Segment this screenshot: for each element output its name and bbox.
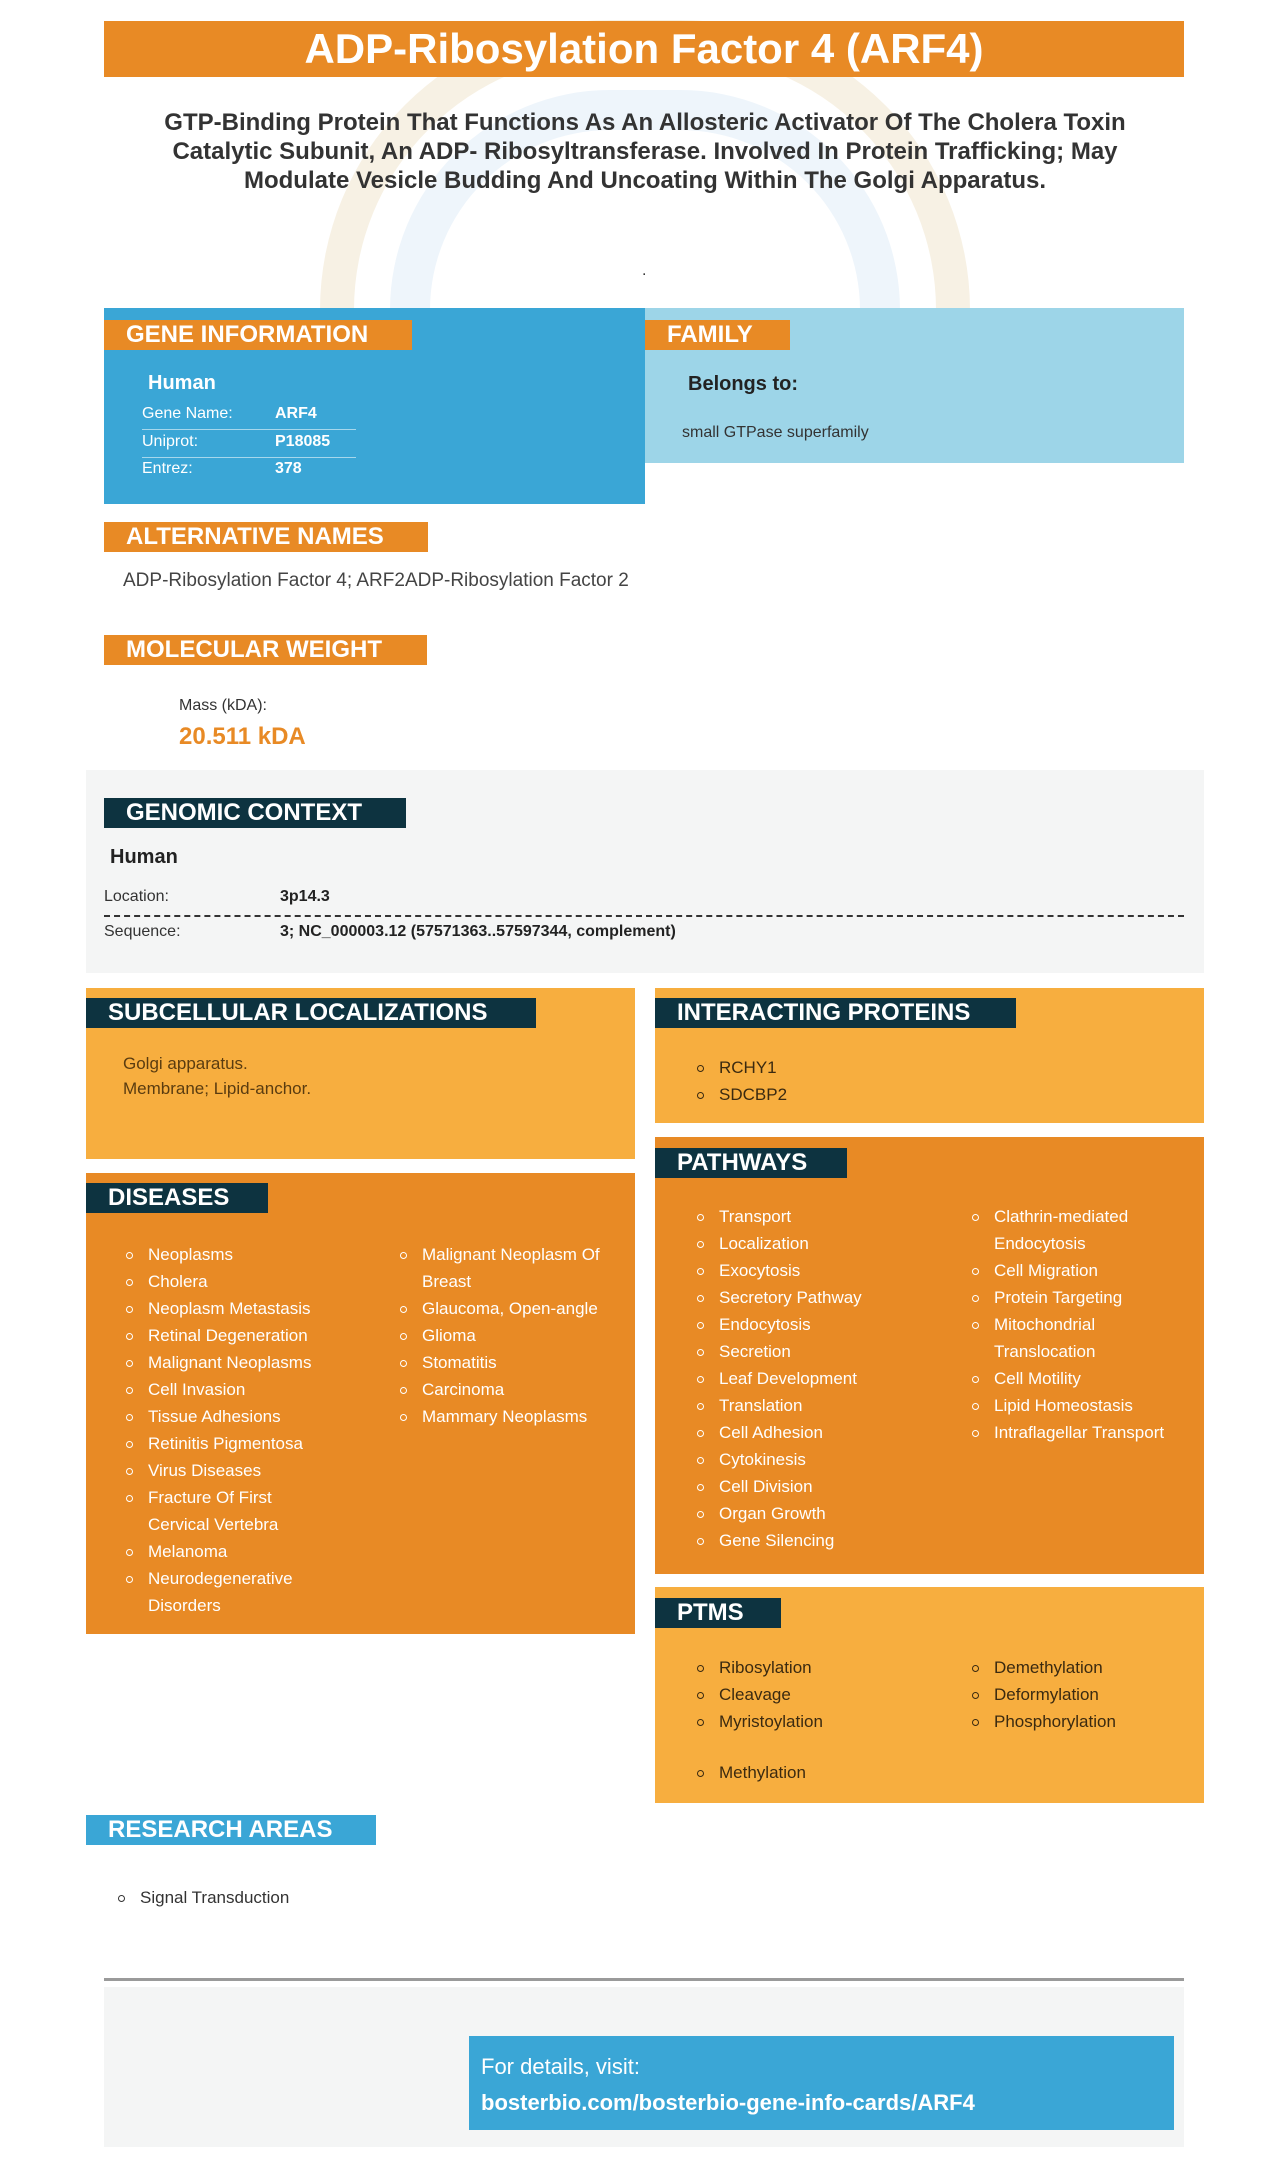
list-item: Ribosylation xyxy=(695,1654,935,1681)
interacting-proteins-heading: INTERACTING PROTEINS xyxy=(655,998,1016,1028)
family-heading: FAMILY xyxy=(645,320,790,350)
list-item: Retinal Degeneration xyxy=(124,1322,344,1349)
page-title: ADP-Ribosylation Factor 4 (ARF4) xyxy=(104,21,1184,77)
gene-row-key: Uniprot: xyxy=(142,433,199,450)
sequence-label: Sequence: xyxy=(104,923,181,940)
family-belongs-label: Belongs to: xyxy=(688,373,798,395)
list-item: Glaucoma, Open-angle xyxy=(398,1295,623,1322)
list-item: SDCBP2 xyxy=(695,1081,787,1108)
gene-information-heading: GENE INFORMATION xyxy=(104,320,412,350)
list-item: Mitochondrial Translocation xyxy=(970,1311,1144,1365)
list-item: Gene Silencing xyxy=(695,1527,935,1554)
list-item: Intraflagellar Transport xyxy=(970,1419,1195,1446)
list-item: Cell Motility xyxy=(970,1365,1195,1392)
subcellular-line: Membrane; Lipid-anchor. xyxy=(123,1079,312,1098)
list-item: Leaf Development xyxy=(695,1365,935,1392)
alternative-names-text: ADP-Ribosylation Factor 4; ARF2ADP-Ribosylation Factor 2 xyxy=(123,570,629,591)
diseases-list-col1 xyxy=(124,1241,344,1619)
diseases-heading: DISEASES xyxy=(86,1183,268,1213)
pathways-panel xyxy=(655,1137,1204,1574)
genomic-context-heading: GENOMIC CONTEXT xyxy=(104,798,406,828)
ptms-list-extra xyxy=(695,1759,935,1786)
list-item: Malignant Neoplasm Of Breast xyxy=(398,1241,627,1295)
mass-value: 20.511 kDA xyxy=(179,723,306,750)
list-item: Myristoylation xyxy=(695,1708,935,1735)
list-item: Secretory Pathway xyxy=(695,1284,935,1311)
list-item: Glioma xyxy=(398,1322,623,1349)
pathways-list-col1 xyxy=(695,1203,935,1554)
list-item: Carcinoma xyxy=(398,1376,623,1403)
gene-species: Human xyxy=(148,372,216,394)
sequence-value: 3; NC_000003.12 (57571363..57597344, complement) xyxy=(280,923,676,940)
list-item: Clathrin-mediated Endocytosis xyxy=(970,1203,1179,1257)
list-item: Neoplasm Metastasis xyxy=(124,1295,344,1322)
list-item: Deformylation xyxy=(970,1681,1195,1708)
list-item: Retinitis Pigmentosa xyxy=(124,1430,344,1457)
list-item: Lipid Homeostasis xyxy=(970,1392,1195,1419)
interacting-proteins-panel xyxy=(655,988,1204,1123)
location-label: Location: xyxy=(104,888,169,905)
gene-row-value: 378 xyxy=(275,460,302,477)
list-item: Endocytosis xyxy=(695,1311,935,1338)
list-item: Cell Adhesion xyxy=(695,1419,935,1446)
ptms-list-col2 xyxy=(970,1654,1195,1735)
gene-row-key: Gene Name: xyxy=(142,405,233,422)
subcellular-panel xyxy=(86,988,635,1159)
gene-row xyxy=(142,457,356,484)
list-item: Cleavage xyxy=(695,1681,935,1708)
list-item: Signal Transduction xyxy=(116,1884,289,1911)
list-item: Stomatitis xyxy=(398,1349,623,1376)
list-item: Methylation xyxy=(695,1759,935,1786)
list-item: Neurodegenerative Disorders xyxy=(124,1565,318,1619)
gene-row-value: P18085 xyxy=(275,433,331,450)
molecular-weight-heading: MOLECULAR WEIGHT xyxy=(104,635,427,665)
footer-link[interactable]: bosterbio.com/bosterbio-gene-info-cards/ARF4 xyxy=(481,2090,975,2115)
list-item: RCHY1 xyxy=(695,1054,787,1081)
list-item: Cell Division xyxy=(695,1473,935,1500)
alternative-names-heading: ALTERNATIVE NAMES xyxy=(104,522,428,552)
list-item: Malignant Neoplasms xyxy=(124,1349,344,1376)
mass-label: Mass (kDA): xyxy=(179,697,267,714)
ptms-heading: PTMS xyxy=(655,1598,781,1628)
diseases-panel xyxy=(86,1173,635,1634)
pathways-heading: PATHWAYS xyxy=(655,1148,847,1178)
genomic-species: Human xyxy=(110,846,178,868)
list-item: Mammary Neoplasms xyxy=(398,1403,623,1430)
family-value: small GTPase superfamily xyxy=(682,424,869,441)
footer-link-box[interactable] xyxy=(469,2036,1174,2130)
list-item: Tissue Adhesions xyxy=(124,1403,344,1430)
gene-row xyxy=(142,402,356,430)
list-item: Secretion xyxy=(695,1338,935,1365)
footer-divider xyxy=(104,1978,1184,1981)
pathways-list-col2 xyxy=(970,1203,1195,1446)
footer-visit-label: For details, visit: xyxy=(481,2054,640,2079)
dashed-divider xyxy=(104,915,1184,917)
list-item: Organ Growth xyxy=(695,1500,935,1527)
gene-row xyxy=(142,430,356,458)
diseases-list-col2 xyxy=(398,1241,623,1430)
list-item: Cell Invasion xyxy=(124,1376,344,1403)
list-item: Protein Targeting xyxy=(970,1284,1195,1311)
list-item: Transport xyxy=(695,1203,935,1230)
subcellular-heading: SUBCELLULAR LOCALIZATIONS xyxy=(86,998,536,1028)
ptms-panel xyxy=(655,1587,1204,1803)
gene-row-key: Entrez: xyxy=(142,460,193,477)
interacting-proteins-list xyxy=(695,1054,787,1108)
subcellular-line: Golgi apparatus. xyxy=(123,1054,248,1073)
gene-row-value: ARF4 xyxy=(275,405,317,422)
list-item: Demethylation xyxy=(970,1654,1195,1681)
list-item: Cholera xyxy=(124,1268,344,1295)
separator-dot: . xyxy=(642,262,647,279)
list-item: Cytokinesis xyxy=(695,1446,935,1473)
ptms-list-col1 xyxy=(695,1654,935,1735)
location-value: 3p14.3 xyxy=(280,888,330,905)
list-item: Exocytosis xyxy=(695,1257,935,1284)
list-item: Fracture Of First Cervical Vertebra xyxy=(124,1484,303,1538)
list-item: Neoplasms xyxy=(124,1241,344,1268)
research-areas-heading: RESEARCH AREAS xyxy=(86,1815,376,1845)
list-item: Localization xyxy=(695,1230,935,1257)
protein-description: GTP-Binding Protein That Functions As An Allosteric Activator Of The Cholera Toxin Catalytic Subunit, An ADP- Ribosyltransferase. Involved In Protein Trafficking; May Modulate Vesicle Budding And Uncoating Within The Golgi Apparatus. xyxy=(164,109,1126,194)
list-item: Melanoma xyxy=(124,1538,344,1565)
research-areas-list xyxy=(116,1884,289,1911)
list-item: Virus Diseases xyxy=(124,1457,344,1484)
list-item: Phosphorylation xyxy=(970,1708,1195,1735)
list-item: Cell Migration xyxy=(970,1257,1195,1284)
list-item: Translation xyxy=(695,1392,935,1419)
